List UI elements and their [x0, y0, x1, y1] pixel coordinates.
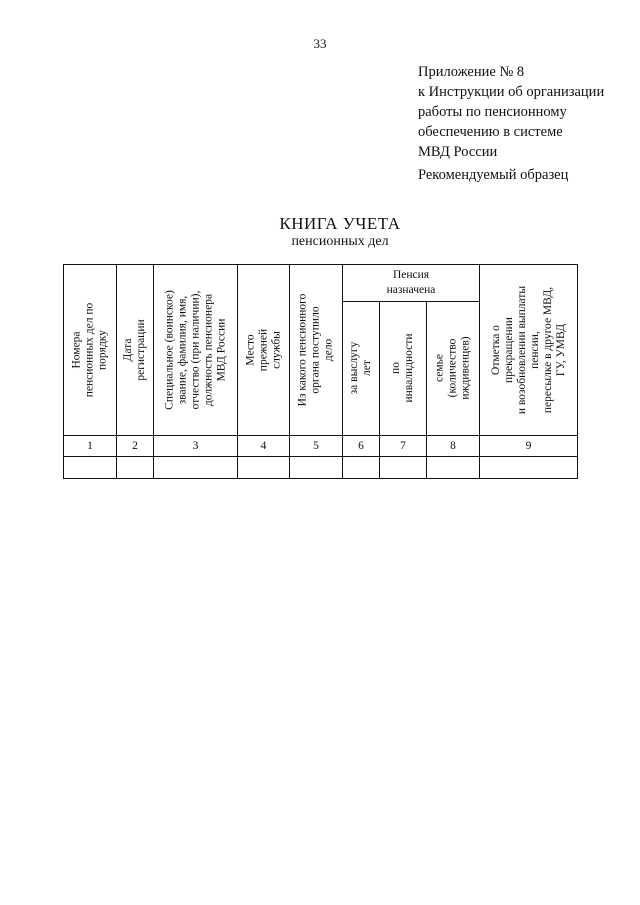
empty-entry-row: [64, 457, 578, 479]
registry-table: [63, 264, 578, 479]
appendix-line: Приложение № 8: [418, 64, 525, 80]
header-col-7: [380, 301, 427, 435]
sample-label: Рекомендуемый образец: [418, 167, 569, 183]
appendix-line: к Инструкции об организации: [418, 84, 605, 100]
appendix-line: работы по пенсионному: [418, 104, 567, 120]
column-number: 9: [480, 436, 578, 457]
header-text: семье (количество иждивенцев): [433, 336, 472, 400]
column-number: 6: [343, 436, 380, 457]
empty-cell: [64, 457, 117, 479]
column-number: 1: [64, 436, 117, 457]
header-text: за выслугу лет: [348, 341, 373, 395]
header-text: Номера пенсионных дел по порядку: [70, 302, 109, 398]
appendix-line: обеспечению в системе: [418, 124, 563, 140]
header-text: по инвалидности: [390, 333, 415, 403]
page-number: 33: [313, 36, 327, 51]
header-col-9: [480, 265, 578, 436]
empty-cell: [154, 457, 238, 479]
document-subtitle: пенсионных дел: [291, 234, 389, 249]
header-col-6: [343, 301, 380, 435]
column-number: 8: [427, 436, 480, 457]
empty-cell: [480, 457, 578, 479]
column-number: 4: [238, 436, 290, 457]
appendix-line: МВД России: [418, 144, 498, 160]
column-number: 2: [117, 436, 154, 457]
header-text: Место прежней службы: [244, 328, 282, 372]
appendix-note: [418, 62, 604, 162]
empty-cell: [238, 457, 290, 479]
empty-cell: [343, 457, 380, 479]
column-number-row: [64, 436, 578, 457]
column-number: 5: [290, 436, 343, 457]
header-col-4: [238, 265, 290, 436]
empty-cell: [290, 457, 343, 479]
header-col-5: [290, 265, 343, 436]
column-number: 3: [154, 436, 238, 457]
empty-cell: [380, 457, 427, 479]
header-text: Из какого пенсионного органа поступило дело: [296, 293, 335, 407]
header-pension-group: Пенсия назначена: [343, 265, 480, 302]
column-number: 7: [380, 436, 427, 457]
empty-cell: [117, 457, 154, 479]
header-col-3: [154, 265, 238, 436]
header-col-1: [64, 265, 117, 436]
header-col-8: [427, 301, 480, 435]
header-text: Отметка о прекращении и возобновлении выплаты пенсии, пересылке в другое МВД, ГУ, УМВД: [489, 285, 567, 415]
document-title: КНИГА УЧЕТА: [279, 214, 401, 233]
header-text: Специальное (воинское) звание, фамилия, имя, отчество (при наличии), должность пенсионера МВД России: [163, 290, 227, 410]
header-col-2: [117, 265, 154, 436]
empty-cell: [427, 457, 480, 479]
header-text: Дата регистрации: [122, 319, 147, 381]
